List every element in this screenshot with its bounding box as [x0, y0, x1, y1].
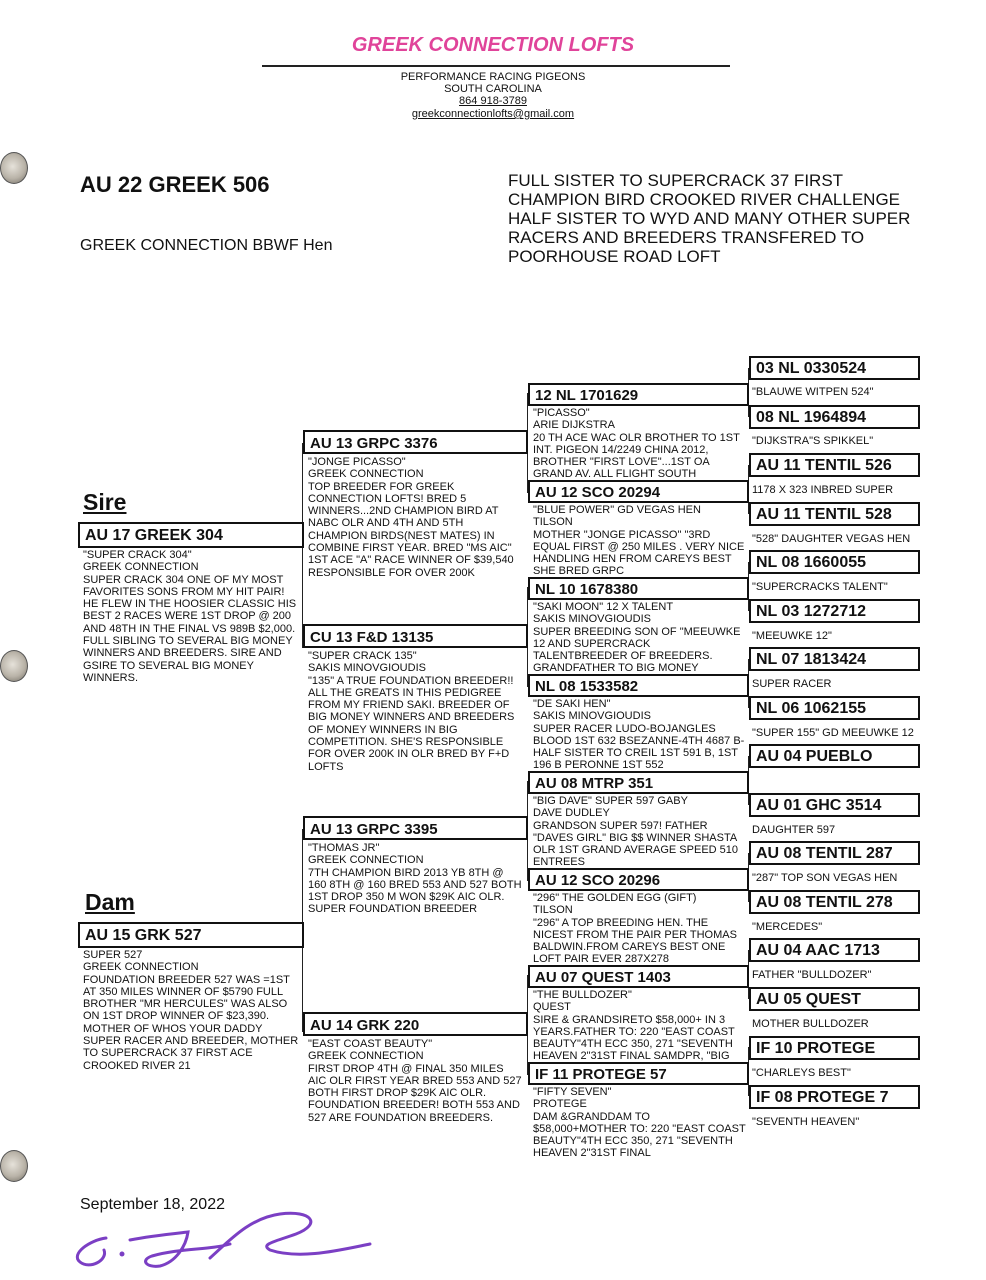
gen2-band-2: CU 13 F&D 13135	[303, 624, 528, 648]
gen4-band-5: NL 08 1660055	[749, 550, 920, 574]
gen3-band-6: AU 12 SCO 20296	[528, 868, 749, 891]
gen4-band-13: AU 04 AAC 1713	[749, 938, 920, 962]
gen4-desc-2: "DIJKSTRA"S SPIKKEL"	[752, 435, 874, 447]
gen3-desc-5: "BIG DAVE" SUPER 597 GABY DAVE DUDLEY GRANDSON SUPER 597! FATHER "DAVES GIRL" BIG $$ WINNER SHASTA OLR 1ST GRAND AVERAGE SPEED 510 ENTREES	[533, 795, 739, 869]
bird-band: AU 22 GREEK 506	[80, 172, 270, 197]
loft-name: GREEK CONNECTION LOFTS	[351, 34, 635, 56]
gen4-band-2: 08 NL 1964894	[749, 405, 920, 429]
header-tagline: PERFORMANCE RACING PIGEONS	[400, 71, 586, 83]
sire-label: Sire	[83, 489, 127, 515]
binder-hole-top	[0, 152, 28, 184]
dam-description: SUPER 527 GREEK CONNECTION FOUNDATION BREEDER 527 WAS =1ST AT 350 MILES WINNER OF $5790 FULL BROTHER "MR HERCULES" WAS ALSO ON 1ST DROP WINNER OF $23,390. MOTHER OF WHOS YOUR DADDY SUPER RACER AND BREEDER, MOTHER TO SUPERCRACK 37 FIRST ACE CROOKED RIVER 21	[83, 949, 299, 1072]
gen3-band-4: NL 08 1533582	[528, 674, 749, 697]
gen4-band-1: 03 NL 0330524	[749, 356, 920, 380]
gen3-desc-3: "SAKI MOON" 12 X TALENT SAKIS MINOVGIOUDIS SUPER BREEDING SON OF "MEEUWKE 12 AND SUPERCRACK TALENTBREEDER OF BREEDERS. GRANDFATHER TO BIG MONEY	[533, 601, 741, 675]
gen4-desc-1: "BLAUWE WITPEN 524"	[752, 386, 874, 398]
gen4-desc-4: "528" DAUGHTER VEGAS HEN	[752, 533, 911, 545]
gen3-desc-6: "296" THE GOLDEN EGG (GIFT) TILSON "296" A TOP BREEDING HEN. THE NICEST FROM THE PAIR PER THOMAS BALDWIN.FROM CAREYS BEST ONE LOFT PAIR EVER 287X278	[533, 892, 737, 966]
dam-band-box: AU 15 GRK 527	[78, 922, 304, 948]
gen2-band-1: AU 13 GRPC 3376	[303, 430, 528, 454]
gen3-band-5: AU 08 MTRP 351	[528, 771, 749, 794]
gen3-desc-2: "BLUE POWER" GD VEGAS HEN TILSON MOTHER "JONGE PICASSO" "3RD EQUAL FIRST @ 250 MILES . VERY NICE HANDLING HEN FROM CAREYS BEST SHE BRED GRPC	[533, 504, 745, 578]
gen3-band-2: AU 12 SCO 20294	[528, 480, 749, 503]
gen3-band-7: AU 07 QUEST 1403	[528, 965, 749, 988]
gen4-desc-16: "SEVENTH HEAVEN"	[752, 1116, 860, 1128]
signature-scribble	[60, 1210, 380, 1276]
gen3-desc-4: "DE SAKI HEN" SAKIS MINOVGIOUDIS SUPER RACER LUDO-BOJANGLES BLOOD 1ST 632 BSEZANNE-4TH 4687 B- HALF SISTER TO CREIL 1ST 591 B, 1ST 196 B PERONNE 1ST 552	[533, 698, 745, 772]
gen3-desc-8: "FIFTY SEVEN" PROTEGE DAM &GRANDDAM TO $58,000+MOTHER TO: 220 "EAST COAST BEAUTY"4TH ECC 350, 271 "SEVENTH HEAVEN 2"31ST FINAL	[533, 1086, 746, 1160]
header-phone: 864 918-3789	[459, 95, 527, 107]
gen4-band-14: AU 05 QUEST	[749, 987, 920, 1011]
gen4-band-16: IF 08 PROTEGE 7	[749, 1085, 920, 1109]
gen4-band-6: NL 03 1272712	[749, 599, 920, 623]
gen4-desc-3: 1178 X 323 INBRED SUPER	[752, 484, 894, 496]
binder-hole-middle	[0, 650, 28, 682]
gen3-band-8: IF 11 PROTEGE 57	[528, 1062, 749, 1085]
dam-label: Dam	[85, 889, 135, 915]
gen4-band-12: AU 08 TENTIL 278	[749, 890, 920, 914]
document-date: September 18, 2022	[80, 1196, 225, 1213]
bird-description: FULL SISTER TO SUPERCRACK 37 FIRST CHAMPION BIRD CROOKED RIVER CHALLENGE HALF SISTER TO WYD AND MANY OTHER SUPER RACERS AND BREEDERS TRANSFERED TO POORHOUSE ROAD LOFT	[508, 171, 911, 266]
gen4-band-9: AU 04 PUEBLO	[749, 744, 920, 768]
header-state: SOUTH CAROLINA	[444, 83, 542, 95]
sire-description: "SUPER CRACK 304" GREEK CONNECTION SUPER CRACK 304 ONE OF MY MOST FAVORITES SONS FROM MY HIT PAIR! HE FLEW IN THE HOOSIER CLASSIC HIS BEST 2 RACES WERE 1ST DROP @ 200 AND 48TH IN THE FINAL VS 989B $2,000. FULL SIBLING TO SEVERAL BIG MONEY WINNERS AND BREEDERS. SIRE AND GSIRE TO SEVERAL BIG MONEY WINNERS.	[83, 549, 297, 684]
gen4-desc-11: "287" TOP SON VEGAS HEN	[752, 872, 898, 884]
gen2-band-3: AU 13 GRPC 3395	[303, 816, 528, 840]
gen4-band-3: AU 11 TENTIL 526	[749, 453, 920, 477]
gen4-band-7: NL 07 1813424	[749, 647, 920, 671]
gen4-band-4: AU 11 TENTIL 528	[749, 502, 920, 526]
bird-subtitle: GREEK CONNECTION BBWF Hen	[80, 237, 333, 254]
header-email: greekconnectionlofts@gmail.com	[411, 108, 575, 120]
gen3-desc-7: "THE BULLDOZER" QUEST SIRE & GRANDSIRETO $58,000+ IN 3 YEARS.FATHER TO: 220 "EAST COAST BEAUTY"4TH ECC 350, 271 "SEVENTH HEAVEN 2"31ST FINAL SAMDPR, "BIG	[533, 989, 735, 1063]
gen2-desc-2: "SUPER CRACK 135" SAKIS MINOVGIOUDIS "135" A TRUE FOUNDATION BREEDER!! ALL THE GREATS IN THIS PEDIGREE FROM MY FRIEND SAKI. BREEDER OF BIG MONEY WINNERS AND BREEDERS OF MONEY WINNERS IN BIG COMPETITION. SHE'S RESPONSIBLE FOR OVER 200K IN OLR BRED BY F+D LOFTS	[308, 650, 515, 773]
gen4-desc-10: DAUGHTER 597	[752, 824, 836, 836]
gen4-band-8: NL 06 1062155	[749, 696, 920, 720]
gen4-band-15: IF 10 PROTEGE	[749, 1036, 920, 1060]
gen4-desc-6: "MEEUWKE 12"	[752, 630, 832, 642]
gen4-desc-8: "SUPER 155" GD MEEUWKE 12	[752, 727, 914, 739]
gen4-desc-7: SUPER RACER	[752, 678, 832, 690]
header-rule	[262, 65, 730, 67]
gen4-desc-14: MOTHER BULLDOZER	[752, 1018, 869, 1030]
gen2-desc-4: "EAST COAST BEAUTY" GREEK CONNECTION FIRST DROP 4TH @ FINAL 350 MILES AIC OLR FIRST YEAR BRED 553 AND 527 BOTH FIRST DROP $29K AIC OLR. FOUNDATION BREEDER! BOTH 553 AND 527 ARE FOUNDATION BREEDERS.	[308, 1038, 522, 1124]
gen3-band-3: NL 10 1678380	[528, 577, 749, 600]
binder-hole-bottom	[0, 1150, 28, 1182]
gen3-band-1: 12 NL 1701629	[528, 383, 749, 406]
gen2-desc-1: "JONGE PICASSO" GREEK CONNECTION TOP BREEDER FOR GREEK CONNECTION LOFTS! BRED 5 WINNERS...2ND CHAMPION BIRD AT NABC OLR AND 4TH AND 5TH CHAMPION BIRDS(NEST MATES) IN COMBINE FIRST YEAR. BRED "MS AIC" 1ST ACE "A" RACE WINNER OF $39,540 RESPONSIBLE FOR OVER 200K	[308, 456, 514, 579]
gen4-desc-5: "SUPERCRACKS TALENT"	[752, 581, 888, 593]
sire-band-box: AU 17 GREEK 304	[78, 522, 304, 548]
gen4-band-10: AU 01 GHC 3514	[749, 793, 920, 817]
gen4-band-11: AU 08 TENTIL 287	[749, 841, 920, 865]
gen4-desc-13: FATHER "BULLDOZER"	[752, 969, 872, 981]
gen2-band-4: AU 14 GRK 220	[303, 1012, 528, 1036]
gen4-desc-12: "MERCEDES"	[752, 921, 823, 933]
gen2-desc-3: "THOMAS JR" GREEK CONNECTION 7TH CHAMPION BIRD 2013 YB 8TH @ 160 8TH @ 160 BRED 553 AND 527 BOTH 1ST DROP 350 M WON $29K AIC OLR. SUPER FOUNDATION BREEDER	[308, 842, 522, 916]
gen4-desc-15: "CHARLEYS BEST"	[752, 1067, 851, 1079]
gen3-desc-1: "PICASSO" ARIE DIJKSTRA 20 TH ACE WAC OLR BROTHER TO 1ST INT. PIGEON 14/2249 CHINA 2012, BROTHER "FIRST LOVE"...1ST OA GRAND AV. ALL FLIGHT SOUTH	[533, 407, 740, 481]
